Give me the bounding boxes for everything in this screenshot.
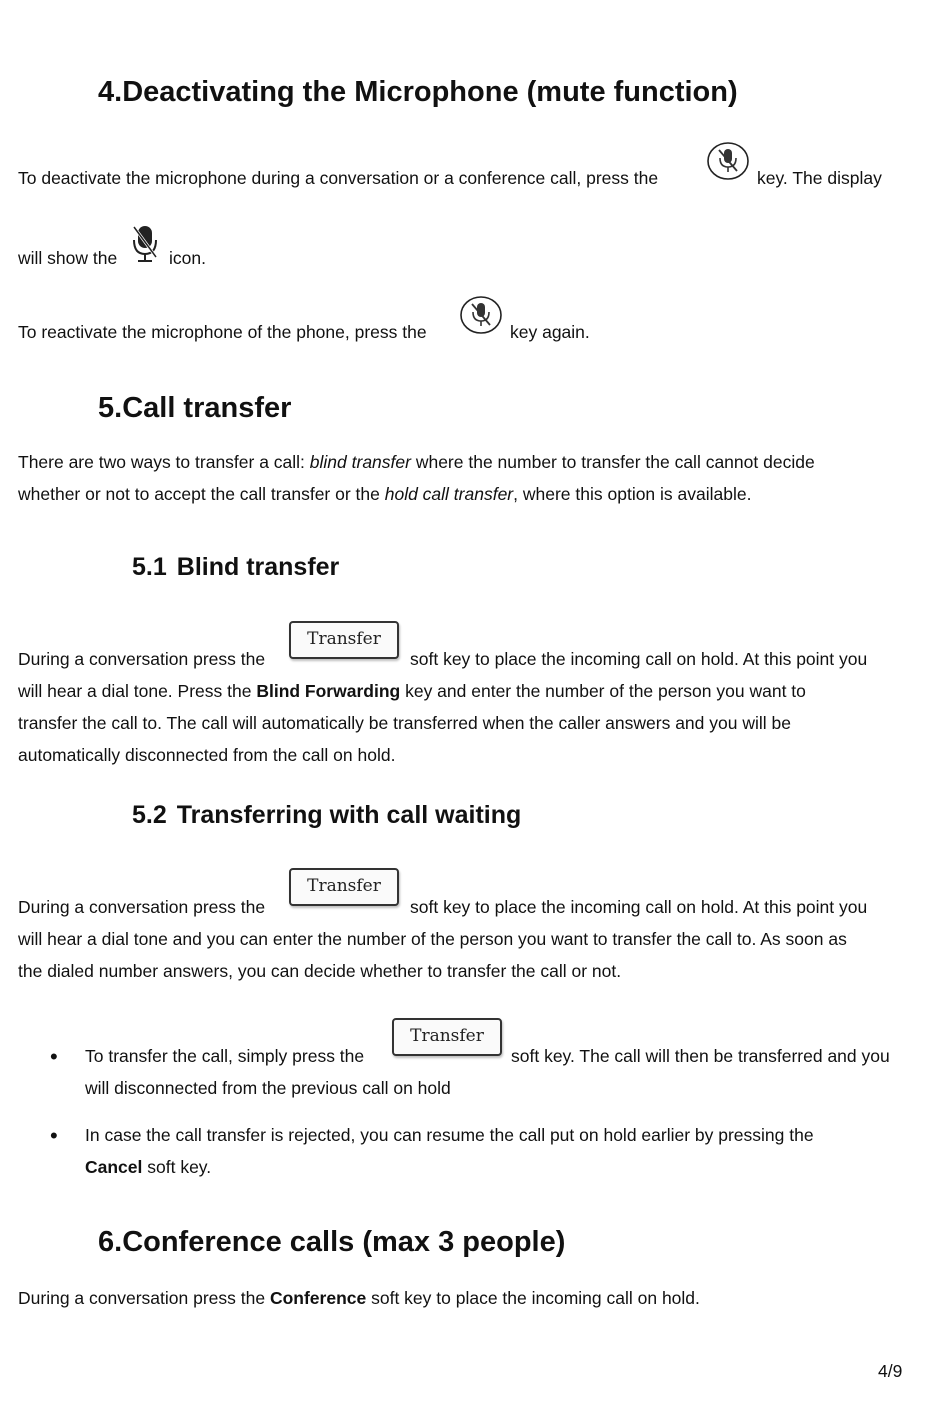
text-line: soft key to place the incoming call on hold. At this point you — [410, 649, 868, 669]
text-run: soft key. — [142, 1157, 212, 1177]
bullet-marker: • — [50, 1123, 58, 1148]
text-line: To transfer the call, simply press the — [85, 1046, 365, 1066]
paragraph-line — [18, 484, 923, 505]
transfer-softkey-image: Transfer — [392, 1018, 502, 1056]
transfer-softkey-image: Transfer — [289, 868, 399, 906]
paragraph-line — [85, 1157, 211, 1178]
paragraph-line: transfer the call to. The call will automatically be transferred when the caller answers and you will be — [18, 713, 791, 733]
subsection-number: 5.1 — [132, 553, 167, 581]
text-run: will hear a dial tone. Press the — [18, 681, 257, 701]
section-5-heading — [98, 392, 291, 425]
paragraph-line — [18, 681, 923, 702]
italic-term: blind transfer — [309, 452, 411, 472]
mute-key-icon — [459, 295, 503, 337]
transfer-softkey-image: Transfer — [289, 621, 399, 659]
text-run: key and enter the number of the person you want to — [400, 681, 806, 701]
subsection-5-2-heading — [132, 801, 521, 830]
paragraph-line — [18, 452, 923, 473]
text-line: To reactivate the microphone of the phone, press the — [18, 322, 427, 342]
text-line: key again. — [510, 322, 590, 342]
text-run: , where this option is available. — [513, 484, 752, 504]
subsection-title: Blind transfer — [176, 553, 340, 581]
text-line: key. The display — [757, 168, 882, 188]
section-number: 4. — [98, 76, 123, 108]
bullet-marker: • — [50, 1044, 58, 1069]
section-number: 5. — [98, 392, 123, 424]
text-run: whether or not to accept the call transfer or the — [18, 484, 385, 504]
section-number: 6. — [98, 1226, 123, 1258]
section-4-heading — [98, 76, 738, 109]
text-line: will disconnected from the previous call on hold — [85, 1078, 451, 1098]
mute-key-icon — [706, 141, 750, 183]
page-number: 4/9 — [878, 1361, 903, 1381]
italic-term: hold call transfer — [384, 484, 514, 504]
bold-term: Blind Forwarding — [256, 681, 401, 701]
text-line: During a conversation press the — [18, 897, 266, 917]
text-line: icon. — [169, 248, 206, 268]
paragraph-line — [18, 1288, 923, 1309]
paragraph-line: the dialed number answers, you can decide whether to transfer the call or not. — [18, 961, 622, 981]
subsection-number: 5.2 — [132, 801, 167, 829]
paragraph-line: automatically disconnected from the call on hold. — [18, 745, 396, 765]
section-title: Conference calls (max 3 people) — [122, 1226, 566, 1258]
bold-term: Conference — [269, 1288, 367, 1308]
subsection-title: Transferring with call waiting — [176, 801, 522, 829]
text-line: To deactivate the microphone during a conversation or a conference call, press the — [18, 168, 659, 188]
section-title: Call transfer — [122, 392, 292, 424]
paragraph-line: will hear a dial tone and you can enter the number of the person you want to transfer the call to. As soon as — [18, 929, 847, 949]
text-line: In case the call transfer is rejected, you can resume the call put on hold earlier by pressing the — [85, 1125, 814, 1145]
text-run: soft key to place the incoming call on hold. — [366, 1288, 700, 1308]
text-run: There are two ways to transfer a call: — [18, 452, 310, 472]
text-run: During a conversation press the — [18, 1288, 270, 1308]
text-run: where the number to transfer the call cannot decide — [410, 452, 815, 472]
section-title: Deactivating the Microphone (mute function) — [122, 76, 738, 108]
subsection-5-1-heading — [132, 553, 339, 582]
text-line: soft key. The call will then be transferred and you — [511, 1046, 890, 1066]
section-6-heading — [98, 1226, 565, 1259]
text-line: During a conversation press the — [18, 649, 266, 669]
muted-microphone-icon — [131, 224, 159, 264]
text-line: will show the — [18, 248, 118, 268]
text-line: soft key to place the incoming call on hold. At this point you — [410, 897, 868, 917]
bold-term: Cancel — [85, 1157, 143, 1177]
